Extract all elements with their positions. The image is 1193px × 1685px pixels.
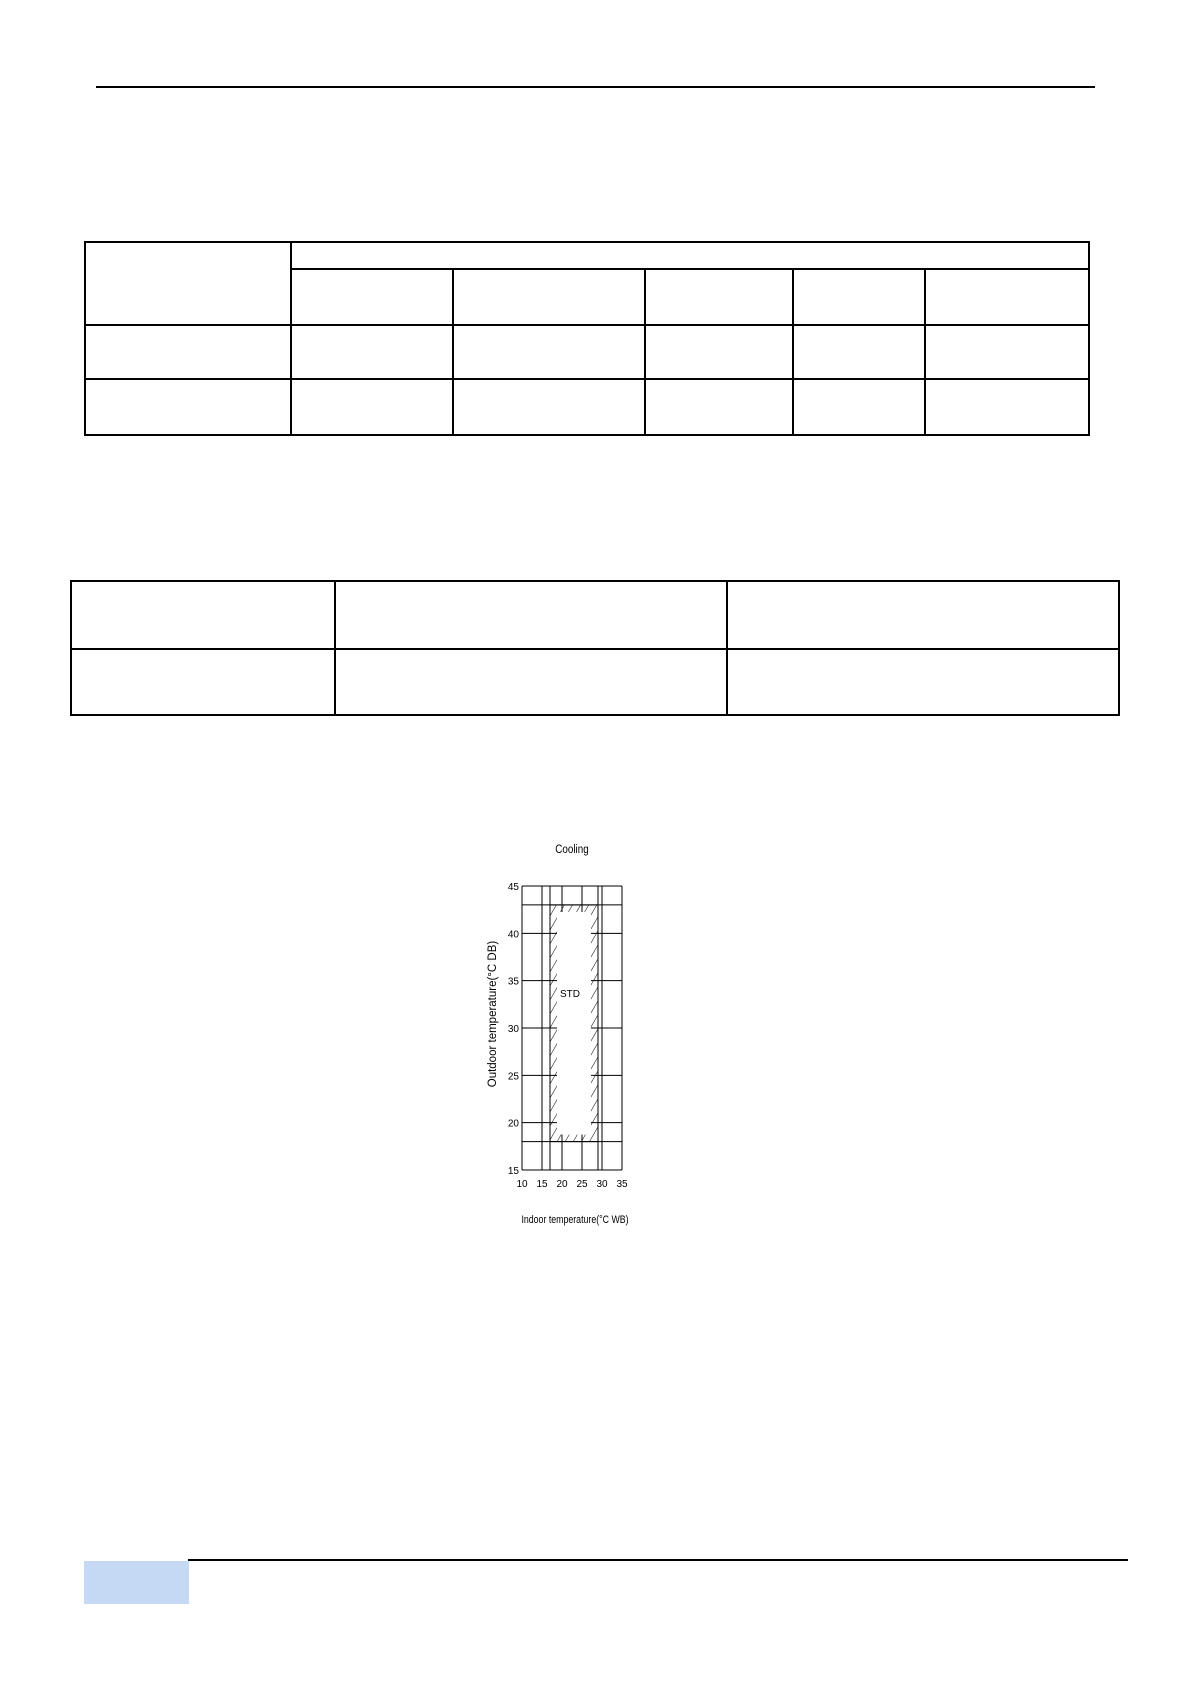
- y-tick-label: 15: [507, 1166, 519, 1177]
- chart-svg: [470, 830, 650, 1240]
- page-number-tab: [84, 1561, 189, 1604]
- region-label: STD: [560, 988, 580, 1000]
- table-cell: [925, 269, 1089, 325]
- table-row: [71, 581, 1119, 649]
- y-tick-label: 35: [507, 976, 519, 988]
- table-row: [85, 325, 1089, 379]
- y-tick-label: 25: [507, 1071, 519, 1083]
- table-cell: [453, 379, 645, 435]
- table-cell: [291, 379, 453, 435]
- table-cell: [453, 269, 645, 325]
- table-cell: [645, 269, 793, 325]
- table-cell: [727, 581, 1119, 649]
- table-cell: [291, 269, 453, 325]
- table-cell: [291, 242, 1089, 269]
- chart-title: Cooling: [555, 843, 589, 857]
- table-cell: [925, 325, 1089, 379]
- spec-table-1: [84, 241, 1090, 436]
- x-tick-labels: [516, 1179, 628, 1190]
- y-tick-label: 45: [507, 882, 519, 893]
- footer-rule: [188, 1559, 1128, 1561]
- x-tick-label: 20: [556, 1179, 568, 1190]
- table-cell: [335, 649, 727, 715]
- x-tick-label: 35: [616, 1179, 628, 1190]
- chart-region: [550, 905, 598, 1142]
- x-tick-label: 30: [596, 1179, 608, 1190]
- table-cell: [71, 581, 335, 649]
- table-cell: [793, 379, 925, 435]
- region-hatch: [550, 905, 598, 1142]
- table-cell: [71, 649, 335, 715]
- table-cell: [85, 325, 291, 379]
- spec-table-2: [70, 580, 1120, 716]
- x-axis-label: Indoor temperature(°C WB): [521, 1214, 629, 1227]
- table-cell: [925, 379, 1089, 435]
- y-tick-label: 20: [507, 1118, 519, 1130]
- table-row: [71, 649, 1119, 715]
- y-axis-label: Outdoor temperature(°C DB): [487, 940, 499, 1088]
- table-cell: [645, 379, 793, 435]
- table-cell: [645, 325, 793, 379]
- table-cell: [727, 649, 1119, 715]
- table-cell: [793, 269, 925, 325]
- table-cell: [85, 379, 291, 435]
- table-cell: [453, 325, 645, 379]
- table-row: [85, 379, 1089, 435]
- x-tick-label: 15: [536, 1179, 548, 1190]
- table-cell: [793, 325, 925, 379]
- table-cell: [291, 325, 453, 379]
- y-tick-label: 40: [507, 929, 519, 941]
- cooling-chart: [470, 830, 650, 1240]
- table-cell: [85, 242, 291, 325]
- x-tick-label: 10: [516, 1179, 528, 1190]
- x-tick-label: 25: [576, 1179, 588, 1190]
- y-tick-labels: [508, 882, 520, 1177]
- y-tick-label: 30: [507, 1024, 519, 1035]
- table-cell: [335, 581, 727, 649]
- header-rule: [96, 86, 1095, 88]
